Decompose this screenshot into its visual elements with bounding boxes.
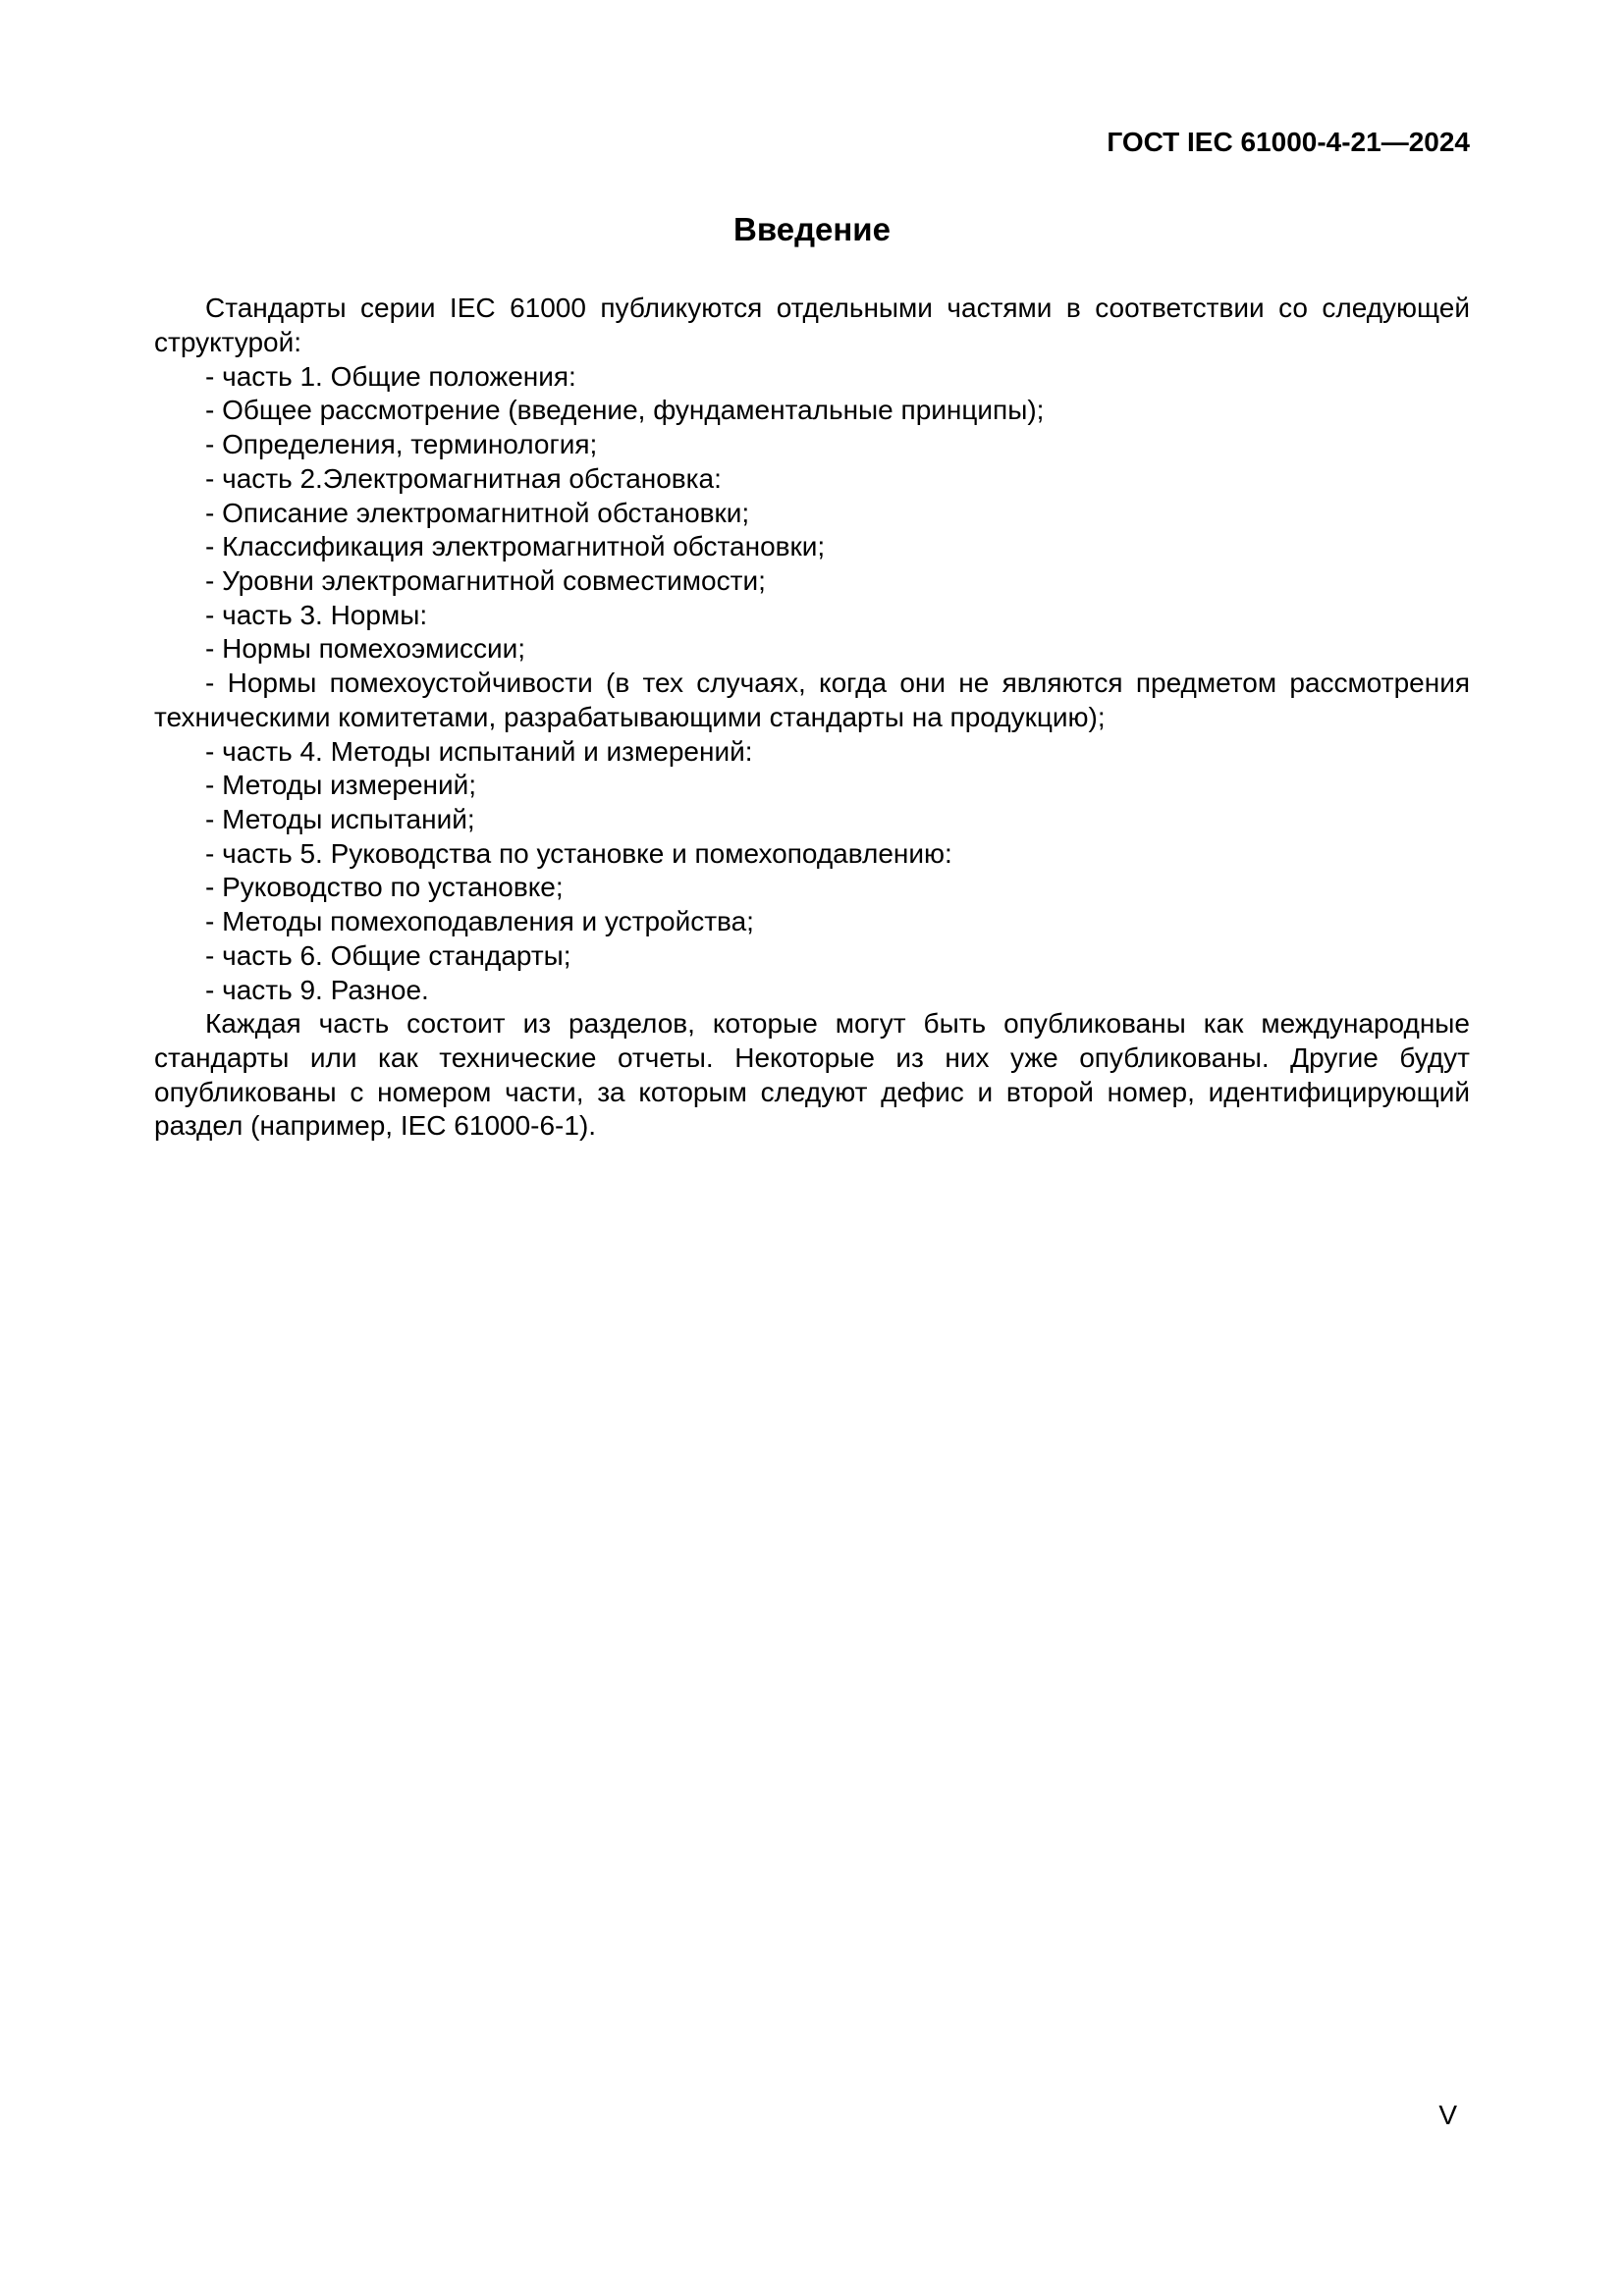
structure-list-item: - часть 5. Руководства по установке и помехоподавлению: <box>205 837 952 869</box>
structure-list-item: - часть 2.Электромагнитная обстановка: <box>205 462 722 494</box>
structure-list-item: - Уровни электромагнитной совместимости; <box>205 564 766 596</box>
structure-list-item: - Общее рассмотрение (введение, фундаментальные принципы); <box>205 395 1045 426</box>
page-number: V <box>1438 2100 1457 2130</box>
structure-list-item: - часть 4. Методы испытаний и измерений: <box>205 735 753 767</box>
structure-list-item: - Нормы помехоустойчивости (в тех случаях, когда они не являются предметом рассмотрения техническими комитетами, разрабатывающими стандарты на продукцию); <box>154 667 1470 732</box>
structure-list-item: - Методы помехоподавления и устройства; <box>205 906 754 937</box>
structure-list-item: - Описание электромагнитной обстановки; <box>205 497 750 528</box>
structure-list-item: - Нормы помехоэмиссии; <box>205 633 526 665</box>
structure-list-item: - часть 6. Общие стандарты; <box>205 939 571 971</box>
structure-list-item: - часть 3. Нормы: <box>205 599 428 630</box>
document-code-header: ГОСТ IEC 61000-4-21—2024 <box>1107 127 1470 157</box>
structure-list-item: - Классификация электромагнитной обстановки; <box>205 531 826 562</box>
structure-list-item: - часть 1. Общие положения: <box>205 360 576 392</box>
intro-paragraph: Стандарты серии IEC 61000 публикуются отдельными частями в соответствии со следующей структурой: <box>154 293 1470 357</box>
structure-list-item: - часть 9. Разное. <box>205 974 429 1005</box>
structure-list-item: - Руководство по установке; <box>205 872 564 903</box>
structure-list-item: - Определения, терминология; <box>205 429 598 460</box>
structure-list-item: - Методы испытаний; <box>205 803 475 834</box>
structure-list-item: - Методы измерений; <box>205 770 477 801</box>
section-title: Введение <box>733 210 891 247</box>
closing-paragraph: Каждая часть состоит из разделов, которые могут быть опубликованы как международные стандарты или как технические отчеты. Некоторые из них уже опубликованы. Другие будут опубликованы с номером части, за которым следуют дефис и второй номер, идентифицирующий раздел (например, IEC 61000-6-1). <box>154 1008 1470 1142</box>
